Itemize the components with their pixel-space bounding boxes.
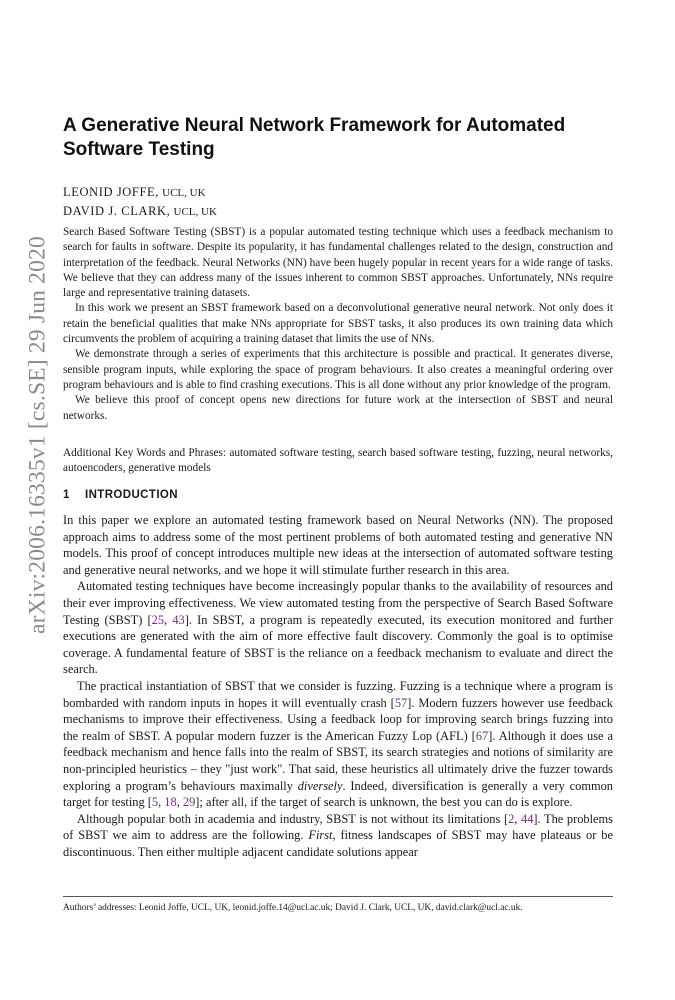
citation-link[interactable]: 5 (151, 795, 159, 810)
abstract-paragraph: We demonstrate through a series of experiments that this architecture is possible and practical. It generates diverse, sensible program inputs, while exploring the space of program behaviours. It also creates a meaningful ordering over program behaviours and is able to find crashing executions. This is all done without any prior knowledge of the program. (63, 348, 613, 391)
paper-title: A Generative Neural Network Framework for Automated Software Testing (63, 115, 566, 160)
body-paragraph: In this paper we explore an automated testing framework based on Neural Networks (NN). The proposed approach aims to address some of the most pertinent problems of both automated testing and generative NN models. This proof of concept introduces multiple new ideas at the intersection of automated software testing and generative neural networks, and we hope it will stimulate further research in this area. (63, 513, 613, 577)
citation-link[interactable]: 44 (521, 811, 534, 826)
body-text (63, 512, 613, 860)
author-addresses-footnote: Authors’ addresses: Leonid Joffe, UCL, UK, leonid.joffe.14@ucl.ac.uk; David J. Clark, UCL, UK, david.clark@ucl.ac.uk. (63, 903, 523, 913)
author-affiliation: UCL, UK (173, 206, 217, 218)
abstract-paragraph: In this work we present an SBST framework based on a deconvolutional generative neural network. Not only does it retain the beneficial qualities that make NNs appropriate for SBST tasks, it also produces its own training data which circumvents the problem of acquiring a training dataset that limits the use of NNs. (63, 302, 613, 346)
section-title: INTRODUCTION (85, 489, 178, 501)
arxiv-sidebar (20, 200, 56, 670)
author-list (63, 183, 217, 221)
author-entry (63, 183, 217, 202)
emphasis: diversely (297, 778, 343, 793)
section-number: 1 (63, 489, 70, 501)
abstract (63, 225, 613, 424)
body-paragraph: Automated testing techniques have become increasingly popular thanks to the availability of resources and their ever improving effectiveness. We view automated testing from the perspective of Search Based Software Testing (SBST) [25, 43]. In SBST, a program is repeatedly executed, its execution monitored and further executions are generated with the aim of more effective fault discovery. Commonly the goal is to optimise coverage. A fundamental feature of SBST is the reliance on a feedback mechanism to evaluate and direct the search. (63, 579, 614, 677)
author-entry (63, 202, 217, 221)
footnote-rule (63, 896, 613, 897)
body-paragraph: The practical instantiation of SBST that we consider is fuzzing. Fuzzing is a technique where a program is bombarded with random inputs in hopes it will eventually crash [57]. Modern fuzzers however use feedback mechanisms to improve their effectiveness. Using a feedback loop for improving search brings fuzzing into the realm of SBST. A popular modern fuzzer is the American Fuzzy Lop (AFL) [67]. Although it does use a feedback mechanism and hence falls into the realm of SBST, its search strategies and notions of similarity are non-principled heuristics – they "just work". That said, these heuristics all ultimately drive the fuzzer towards exploring a program’s behaviours maximally diversely. Indeed, diversification is generally a very common target for testing [5, 18, 29]; after all, if the target of search is unknown, the best you can do is explore. (63, 678, 613, 810)
citation-link[interactable]: 29 (182, 795, 196, 810)
citation-link[interactable]: 67 (475, 728, 489, 743)
section-heading (63, 489, 178, 501)
author-name: DAVID J. CLARK, (63, 204, 171, 218)
abstract-paragraph: Search Based Software Testing (SBST) is a popular automated testing technique which uses a feedback mechanism to search for faults in software. Despite its popularity, it has fundamental challenges related to the design, construction and interpretation of the feedback. Neural Networks (NN) have been hugely popular in recent years for a wide range of tasks. We believe that they can address many of the issues inherent to common SBST approaches. Unfortunately, NNs require large and representative training datasets. (63, 226, 613, 300)
author-name: LEONID JOFFE, (63, 185, 159, 199)
arxiv-identifier: arXiv:2006.16335v1 [cs.SE] 29 Jun 2020 (24, 236, 51, 634)
emphasis: First (308, 828, 333, 843)
citation-link[interactable]: 18 (164, 795, 177, 810)
keywords: Additional Key Words and Phrases: automated software testing, search based software testing, fuzzing, neural networks, autoencoders, generative models (63, 447, 613, 475)
citation-link[interactable]: 57 (394, 695, 408, 710)
citation-link[interactable]: 2 (508, 811, 515, 826)
body-paragraph: Although popular both in academia and industry, SBST is not without its limitations [2, 44]. The problems of SBST we aim to address are the following. First, fitness landscapes of SBST may have plateaus or be discontinuous. Then either multiple adjacent candidate solutions appear (63, 811, 613, 859)
author-affiliation: UCL, UK (162, 187, 206, 199)
citation-link[interactable]: 25 (151, 612, 165, 627)
abstract-paragraph: We believe this proof of concept opens new directions for future work at the intersection of SBST and neural networks. (63, 394, 613, 422)
citation-link[interactable]: 43 (172, 612, 185, 627)
